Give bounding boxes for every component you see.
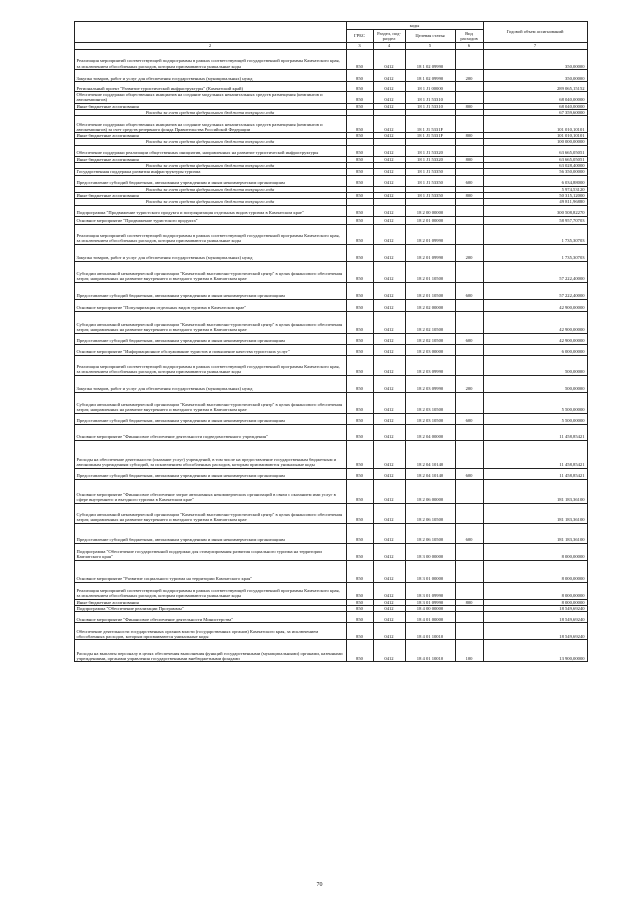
row-rz-cell: 0412	[373, 503, 405, 523]
row-grbs-cell: 850	[346, 205, 373, 216]
row-cs-cell: 18 2 03 00000	[405, 344, 455, 355]
row-rz-cell: 0412	[373, 261, 405, 282]
row-name-cell: Субсидии автономной некоммерческой организации "Камчатский выставочно-туристический центр" в целях финансового обеспечения затрат, направленных на развитие внутреннего и въездного туризма в Камчатском крае	[74, 311, 346, 333]
row-name-cell: Субсидии автономной некоммерческой организации "Камчатский выставочно-туристический центр" в целях финансового обеспечения затрат, направленных на развитие внутреннего и въездного туризма в Камчатском крае	[74, 503, 346, 523]
row-sum-cell: 350,00000	[483, 70, 587, 82]
row-rz-cell: 0412	[373, 605, 405, 611]
budget-table	[74, 21, 588, 662]
index-cell: 3	[346, 43, 373, 50]
row-vr-cell: 600	[455, 523, 483, 543]
row-cs-cell: 18 2 06 10500	[405, 503, 455, 523]
row-name-cell: Иные бюджетные ассигнования	[74, 599, 346, 605]
table-row	[74, 205, 587, 216]
header-rz: Раздел, под-раздел	[373, 30, 405, 43]
row-grbs-cell: 850	[346, 70, 373, 82]
row-sum-cell: 67 359,60000	[483, 109, 587, 115]
row-grbs-cell: 850	[346, 175, 373, 186]
table-row	[74, 175, 587, 186]
row-grbs-cell: 850	[346, 375, 373, 392]
table-row	[74, 623, 587, 640]
row-rz-cell: 0412	[373, 70, 405, 82]
row-grbs-cell: 850	[346, 344, 373, 355]
row-vr-cell	[455, 582, 483, 599]
table-row	[74, 70, 587, 82]
row-name-cell: Иные бюджетные ассигнования	[74, 156, 346, 162]
table-row	[74, 116, 587, 133]
row-grbs-cell: 850	[346, 299, 373, 311]
row-rz-cell: 0412	[373, 392, 405, 413]
row-cs-cell: 18 2 01 09990	[405, 244, 455, 261]
row-cs-cell: 18 1 02 09990	[405, 50, 455, 70]
row-name-cell: Реализация мероприятий соответствующей подпрограммы в рамках соответствующей государственной программы Камчатского края, за исключением обособленных расходов, которым присваиваются уникальные коды	[74, 50, 346, 70]
row-note-cell: Расходы за счет средств федерального бюджета текущего года	[74, 139, 346, 145]
row-sum-cell: 58 957,70703	[483, 216, 587, 224]
row-rz-cell: 0412	[373, 156, 405, 162]
row-cs-cell: 18 2 04 00000	[405, 424, 455, 440]
table-row	[74, 82, 587, 92]
table-row	[74, 216, 587, 224]
header-name-spacer	[74, 22, 346, 43]
row-vr-cell	[455, 560, 483, 582]
table-row	[74, 582, 587, 599]
row-cs-cell: 18 2 01 10500	[405, 261, 455, 282]
row-name-cell: Основное мероприятие "Финансовое обеспечение затрат автономных некоммерческих организаций в связи с оказанием ими услуг в сфере внутреннего и въездного туризма в Камчатском крае"	[74, 479, 346, 503]
row-rz-cell: 0412	[373, 175, 405, 186]
index-cell: 5	[405, 43, 455, 50]
row-name-cell: Предоставление субсидий бюджетным, автономным учреждениям и иным некоммерческим организациям	[74, 333, 346, 344]
row-name-cell: Основное мероприятие "Продвижение туристского продукта"	[74, 216, 346, 224]
table-row	[74, 468, 587, 479]
row-grbs-cell: 850	[346, 612, 373, 623]
row-vr-cell	[455, 261, 483, 282]
row-grbs-cell: 850	[346, 582, 373, 599]
row-name-cell: Иные бюджетные ассигнования	[74, 192, 346, 198]
row-vr-cell: 600	[455, 282, 483, 299]
row-sum-cell: 8 000,00000	[483, 599, 587, 605]
row-rz-cell: 0412	[373, 50, 405, 70]
row-vr-cell	[455, 623, 483, 640]
row-grbs-cell: 850	[346, 192, 373, 198]
row-vr-cell: 800	[455, 192, 483, 198]
row-rz-cell: 0412	[373, 424, 405, 440]
row-rz-cell: 0412	[373, 479, 405, 503]
row-sum-cell: 13 900,00000	[483, 640, 587, 662]
row-cs-cell: 18 1 J1 53350	[405, 192, 455, 198]
header-sum: Годовой объем ассигнований	[483, 22, 587, 43]
table-row	[74, 375, 587, 392]
row-vr-cell	[455, 311, 483, 333]
row-grbs-cell: 850	[346, 479, 373, 503]
row-cs-cell: 18 1 J1 53310	[405, 92, 455, 104]
row-grbs-cell: 850	[346, 311, 373, 333]
row-cs-cell: 18 2 03 10500	[405, 413, 455, 424]
row-sum-cell: 18 549,69240	[483, 623, 587, 640]
row-sum-cell: 8 000,00000	[483, 582, 587, 599]
row-cs-cell: 18 3 01 09990	[405, 582, 455, 599]
row-cs-cell: 18 4 01 10010	[405, 640, 455, 662]
row-vr-cell	[455, 82, 483, 92]
row-vr-cell: 800	[455, 156, 483, 162]
row-note-cell: Расходы за счет средств федерального бюджета текущего года	[74, 163, 346, 169]
row-sum-cell: 49 811,96880	[483, 199, 587, 205]
row-grbs-cell: 850	[346, 560, 373, 582]
row-vr-cell	[455, 503, 483, 523]
header-index-row	[74, 43, 587, 50]
row-sum-cell: 5 500,00000	[483, 392, 587, 413]
table-row	[74, 424, 587, 440]
row-note-cell: Расходы за счет средств федерального бюджета текущего года	[74, 186, 346, 192]
table-row	[74, 640, 587, 662]
table-row	[74, 479, 587, 503]
row-rz-cell: 0412	[373, 355, 405, 375]
row-cs-cell: 18 3 00 00000	[405, 543, 455, 560]
row-name-cell: Основное мероприятие "Популяризация отдельных видов туризма в Камчатском крае"	[74, 299, 346, 311]
row-sum-cell: 11 458,85421	[483, 440, 587, 468]
row-grbs-cell: 850	[346, 103, 373, 109]
row-cs-cell: 18 2 01 10500	[405, 282, 455, 299]
row-grbs-cell: 850	[346, 413, 373, 424]
row-grbs-cell: 850	[346, 145, 373, 156]
row-name-cell: Субсидии автономной некоммерческой организации "Камчатский выставочно-туристический центр" в целях финансового обеспечения затрат, направленных на развитие внутреннего и въездного туризма в Камчатском крае	[74, 392, 346, 413]
row-sum-cell: 68 040,00000	[483, 92, 587, 104]
row-cs-cell: 18 2 01 09990	[405, 224, 455, 244]
row-rz-cell: 0412	[373, 82, 405, 92]
table-row	[74, 523, 587, 543]
row-cs-cell: 18 2 03 10500	[405, 392, 455, 413]
row-vr-cell: 100	[455, 640, 483, 662]
row-sum-cell: 181 183,36100	[483, 503, 587, 523]
table-row	[74, 440, 587, 468]
row-vr-cell: 800	[455, 103, 483, 109]
row-sum-cell: 63 665,05051	[483, 145, 587, 156]
row-grbs-cell: 850	[346, 169, 373, 175]
row-cs-cell: 18 2 03 09990	[405, 355, 455, 375]
row-rz-cell: 0412	[373, 612, 405, 623]
row-grbs-cell: 850	[346, 623, 373, 640]
row-cs-cell: 18 4 01 00000	[405, 612, 455, 623]
row-rz-cell: 0412	[373, 145, 405, 156]
row-grbs-cell: 850	[346, 605, 373, 611]
row-vr-cell	[455, 392, 483, 413]
row-sum-cell: 11 458,85421	[483, 468, 587, 479]
row-vr-cell	[455, 92, 483, 104]
row-rz-cell: 0412	[373, 560, 405, 582]
row-rz-cell: 0412	[373, 375, 405, 392]
row-grbs-cell: 850	[346, 640, 373, 662]
table-row	[74, 355, 587, 375]
row-sum-cell: 350,00000	[483, 50, 587, 70]
row-name-cell: Субсидии автономной некоммерческой организации "Камчатский выставочно-туристический центр" в целях финансового обеспечения затрат, направленных на развитие внутреннего и въездного туризма в Камчатском крае	[74, 261, 346, 282]
row-vr-cell	[455, 216, 483, 224]
row-sum-cell: 11 458,85421	[483, 424, 587, 440]
row-vr-cell	[455, 224, 483, 244]
row-grbs-cell: 850	[346, 355, 373, 375]
row-name-cell: Предоставление субсидий бюджетным, автономным учреждениям и иным некоммерческим организациям	[74, 523, 346, 543]
row-sum-cell: 6 000,00000	[483, 344, 587, 355]
row-cs-cell: 18 2 01 00000	[405, 216, 455, 224]
row-cs-cell: 18 2 02 10500	[405, 311, 455, 333]
row-sum-cell: 63 665,05051	[483, 156, 587, 162]
row-sum-cell: 500,00000	[483, 355, 587, 375]
row-sum-cell: 18 549,69240	[483, 605, 587, 611]
row-sum-cell: 8 000,00000	[483, 543, 587, 560]
row-sum-cell: 42 900,00000	[483, 311, 587, 333]
header-cs: Целевая статья	[405, 30, 455, 43]
row-cs-cell: 18 1 J1 00000	[405, 82, 455, 92]
table-row	[74, 392, 587, 413]
row-sum-cell: 50 315,12000	[483, 192, 587, 198]
row-rz-cell: 0412	[373, 344, 405, 355]
row-sum-cell: 300 508,82270	[483, 205, 587, 216]
row-rz-cell: 0412	[373, 103, 405, 109]
row-vr-cell: 800	[455, 599, 483, 605]
row-rz-cell: 0412	[373, 543, 405, 560]
row-rz-cell: 0412	[373, 582, 405, 599]
row-cs-cell: 18 1 J1 53350	[405, 169, 455, 175]
row-grbs-cell: 850	[346, 599, 373, 605]
table-row	[74, 224, 587, 244]
table-row	[74, 282, 587, 299]
row-name-cell: Закупка товаров, работ и услуг для обеспечения государственных (муниципальных) нужд	[74, 375, 346, 392]
row-name-cell: Предоставление субсидий бюджетным, автономным учреждениям и иным некоммерческим организациям	[74, 282, 346, 299]
row-rz-cell: 0412	[373, 440, 405, 468]
row-name-cell: Основное мероприятие "Финансовое обеспечение деятельности подведомственного учреждения"	[74, 424, 346, 440]
row-grbs-cell: 850	[346, 503, 373, 523]
row-name-cell: Основное мероприятие "Информационное обслуживание туристов и повышение качества туристских услуг"	[74, 344, 346, 355]
table-row	[74, 92, 587, 104]
row-name-cell: Закупка товаров, работ и услуг для обеспечения государственных (муниципальных) нужд	[74, 70, 346, 82]
row-sum-cell: 101 010,10101	[483, 116, 587, 133]
row-cs-cell: 18 4 00 00000	[405, 605, 455, 611]
row-sum-cell: 8 000,00000	[483, 560, 587, 582]
row-name-cell: Предоставление субсидий бюджетным, автономным учреждениям и иным некоммерческим организациям	[74, 413, 346, 424]
row-sum-cell: 42 900,00000	[483, 333, 587, 344]
row-grbs-cell: 850	[346, 468, 373, 479]
table-row	[74, 261, 587, 282]
index-cell: 4	[373, 43, 405, 50]
row-cs-cell: 18 2 04 10140	[405, 468, 455, 479]
row-name-cell: Реализация мероприятий соответствующей подпрограммы в рамках соответствующей государственной программы Камчатского края, за исключением обособленных расходов, которым присваиваются уникальные коды	[74, 224, 346, 244]
row-name-cell: Региональный проект "Развитие туристической инфраструктуры" (Камчатский край)	[74, 82, 346, 92]
row-rz-cell: 0412	[373, 133, 405, 139]
row-sum-cell: 5 500,00000	[483, 413, 587, 424]
row-cs-cell: 18 2 04 10140	[405, 440, 455, 468]
row-rz-cell: 0412	[373, 116, 405, 133]
row-vr-cell: 600	[455, 333, 483, 344]
row-rz-cell: 0412	[373, 92, 405, 104]
row-cs-cell: 18 3 01 00000	[405, 560, 455, 582]
row-rz-cell: 0412	[373, 205, 405, 216]
row-vr-cell	[455, 50, 483, 70]
row-grbs-cell: 850	[346, 82, 373, 92]
row-sum-cell: 100 000,00000	[483, 139, 587, 145]
row-sum-cell: 5 974,53120	[483, 186, 587, 192]
table-row	[74, 244, 587, 261]
row-sum-cell: 57 222,40000	[483, 282, 587, 299]
row-name-cell: Предоставление субсидий бюджетным, автономным учреждениям и иным некоммерческим организациям	[74, 468, 346, 479]
row-cs-cell: 18 1 J1 5331F	[405, 116, 455, 133]
row-vr-cell: 600	[455, 175, 483, 186]
row-sum-cell: 181 183,36100	[483, 479, 587, 503]
page-number: 70	[316, 882, 323, 888]
row-vr-cell	[455, 543, 483, 560]
row-grbs-cell: 850	[346, 50, 373, 70]
row-note-cell: Расходы за счет средств федерального бюджета текущего года	[74, 199, 346, 205]
row-rz-cell: 0412	[373, 216, 405, 224]
table-row	[74, 503, 587, 523]
table-row	[74, 311, 587, 333]
row-name-cell: Обеспечение деятельности государственных органов власти (государственных органов) Камчатского края, за исключением обособленных расходов, которым присваиваются уникальные коды	[74, 623, 346, 640]
row-name-cell: Подпрограмма "Обеспечение реализации Программы"	[74, 605, 346, 611]
row-cs-cell: 18 4 01 10010	[405, 623, 455, 640]
row-rz-cell: 0412	[373, 169, 405, 175]
table-row	[74, 145, 587, 156]
row-sum-cell: 6 034,88000	[483, 175, 587, 186]
row-cs-cell: 18 2 00 00000	[405, 205, 455, 216]
row-name-cell: Расходы на выплаты персоналу в целях обеспечения выполнения функций государственными (муниципальными) органами, казенными учреждениями, органами управления государственными внебюджетными фондами	[74, 640, 346, 662]
row-grbs-cell: 850	[346, 244, 373, 261]
row-note-cell: Расходы за счет средств федерального бюджета текущего года	[74, 109, 346, 115]
header-codes-group: коды	[346, 22, 483, 30]
row-name-cell: Государственная поддержка развития инфраструктуры туризма	[74, 169, 346, 175]
header-vr: Вид расходов	[455, 30, 483, 43]
row-name-cell: Иные бюджетные ассигнования	[74, 103, 346, 109]
row-name-cell: Реализация мероприятий соответствующей подпрограммы в рамках соответствующей государственной программы Камчатского края, за исключением обособленных расходов, которым присваиваются уникальные коды	[74, 582, 346, 599]
row-rz-cell: 0412	[373, 299, 405, 311]
row-sum-cell: 1 735,30703	[483, 244, 587, 261]
index-cell: 2	[74, 43, 346, 50]
row-cs-cell: 18 3 01 09990	[405, 599, 455, 605]
row-grbs-cell: 850	[346, 92, 373, 104]
table-row	[74, 344, 587, 355]
table-row	[74, 543, 587, 560]
row-cs-cell: 18 1 J1 5331F	[405, 133, 455, 139]
row-cs-cell: 18 1 02 09990	[405, 70, 455, 82]
row-name-cell: Предоставление субсидий бюджетным, автономным учреждениям и иным некоммерческим организациям	[74, 175, 346, 186]
row-cs-cell: 18 1 J1 53310	[405, 103, 455, 109]
row-vr-cell	[455, 612, 483, 623]
row-sum-cell: 63 028,40000	[483, 163, 587, 169]
table-header	[74, 22, 587, 50]
row-rz-cell: 0412	[373, 333, 405, 344]
row-grbs-cell: 850	[346, 216, 373, 224]
row-rz-cell: 0412	[373, 468, 405, 479]
row-grbs-cell: 850	[346, 392, 373, 413]
row-grbs-cell: 850	[346, 333, 373, 344]
row-vr-cell: 800	[455, 133, 483, 139]
row-sum-cell: 42 900,00000	[483, 299, 587, 311]
row-grbs-cell: 850	[346, 282, 373, 299]
row-vr-cell: 200	[455, 70, 483, 82]
row-vr-cell: 600	[455, 468, 483, 479]
row-sum-cell: 181 183,36100	[483, 523, 587, 543]
header-grbs: ГРБС	[346, 30, 373, 43]
row-vr-cell	[455, 424, 483, 440]
row-vr-cell: 200	[455, 244, 483, 261]
table-row	[74, 333, 587, 344]
row-rz-cell: 0412	[373, 311, 405, 333]
row-vr-cell	[455, 299, 483, 311]
row-name-cell: Иные бюджетные ассигнования	[74, 133, 346, 139]
row-vr-cell	[455, 440, 483, 468]
table-row	[74, 413, 587, 424]
row-rz-cell: 0412	[373, 224, 405, 244]
row-rz-cell: 0412	[373, 282, 405, 299]
row-sum-cell: 289 065,15152	[483, 82, 587, 92]
row-grbs-cell: 850	[346, 440, 373, 468]
row-rz-cell: 0412	[373, 599, 405, 605]
table-row	[74, 560, 587, 582]
row-sum-cell: 56 350,00000	[483, 169, 587, 175]
row-sum-cell: 57 222,40000	[483, 261, 587, 282]
row-grbs-cell: 850	[346, 424, 373, 440]
row-name-cell: Закупка товаров, работ и услуг для обеспечения государственных (муниципальных) нужд	[74, 244, 346, 261]
row-sum-cell: 500,00000	[483, 375, 587, 392]
row-vr-cell	[455, 116, 483, 133]
table-row	[74, 612, 587, 623]
table-body	[74, 50, 587, 662]
row-vr-cell	[455, 145, 483, 156]
table-row	[74, 50, 587, 70]
row-cs-cell: 18 2 02 00000	[405, 299, 455, 311]
row-sum-cell: 18 549,69240	[483, 612, 587, 623]
index-cell: 6	[455, 43, 483, 50]
row-name-cell: Обеспечение поддержки общественных инициатив на создание модульных некапитальных средств размещения (кемпингов и автокемпингов)	[74, 92, 346, 104]
row-sum-cell: 101 010,10101	[483, 133, 587, 139]
row-grbs-cell: 850	[346, 133, 373, 139]
row-vr-cell	[455, 355, 483, 375]
row-name-cell: Расходы на обеспечение деятельности (оказание услуг) учреждений, в том числе на предоставление государственным бюджетным и автономным учреждениям субсидий, за исключением обособленных расходов, которым присваиваются уникальные коды	[74, 440, 346, 468]
row-rz-cell: 0412	[373, 192, 405, 198]
row-rz-cell: 0412	[373, 640, 405, 662]
row-grbs-cell: 850	[346, 116, 373, 133]
row-vr-cell: 200	[455, 375, 483, 392]
row-grbs-cell: 850	[346, 261, 373, 282]
row-grbs-cell: 850	[346, 543, 373, 560]
row-grbs-cell: 850	[346, 224, 373, 244]
row-cs-cell: 18 1 J1 53320	[405, 145, 455, 156]
row-name-cell: Основное мероприятие "Развитие социального туризма на территории Камчатского края"	[74, 560, 346, 582]
row-cs-cell: 18 1 J1 53350	[405, 175, 455, 186]
row-vr-cell	[455, 479, 483, 503]
row-grbs-cell: 850	[346, 523, 373, 543]
index-cell: 7	[483, 43, 587, 50]
table-row	[74, 299, 587, 311]
row-cs-cell: 18 2 02 10500	[405, 333, 455, 344]
row-name-cell: Подпрограмма "Продвижение туристского продукта и популяризация отдельных видов туризма в Камчатском крае"	[74, 205, 346, 216]
row-name-cell: Подпрограмма "Обеспечение государственной поддержки для стимулирования развития социального туризма на территории Камчатского края"	[74, 543, 346, 560]
row-vr-cell	[455, 205, 483, 216]
row-name-cell: Основное мероприятие "Финансовое обеспечение деятельности Министерства"	[74, 612, 346, 623]
row-rz-cell: 0412	[373, 623, 405, 640]
row-grbs-cell: 850	[346, 156, 373, 162]
row-cs-cell: 18 2 03 09990	[405, 375, 455, 392]
row-cs-cell: 18 1 J1 53320	[405, 156, 455, 162]
row-name-cell: Обеспечение поддержки реализации общественных инициатив, направленных на развитие туристической инфраструктуры	[74, 145, 346, 156]
row-vr-cell: 600	[455, 413, 483, 424]
row-sum-cell: 1 735,30703	[483, 224, 587, 244]
row-cs-cell: 18 2 06 00000	[405, 479, 455, 503]
row-sum-cell: 68 040,00000	[483, 103, 587, 109]
row-rz-cell: 0412	[373, 523, 405, 543]
row-vr-cell	[455, 344, 483, 355]
row-cs-cell: 18 2 06 10500	[405, 523, 455, 543]
row-rz-cell: 0412	[373, 244, 405, 261]
row-name-cell: Реализация мероприятий соответствующей подпрограммы в рамках соответствующей государственной программы Камчатского края, за исключением обособленных расходов, которым присваиваются уникальные коды	[74, 355, 346, 375]
row-rz-cell: 0412	[373, 413, 405, 424]
row-name-cell: Обеспечение поддержки общественных инициатив на создание модульных некапитальных средств размещения (кемпингов и автокемпингов) за счет средств резервного фонда Правительства Российской Федерации	[74, 116, 346, 133]
